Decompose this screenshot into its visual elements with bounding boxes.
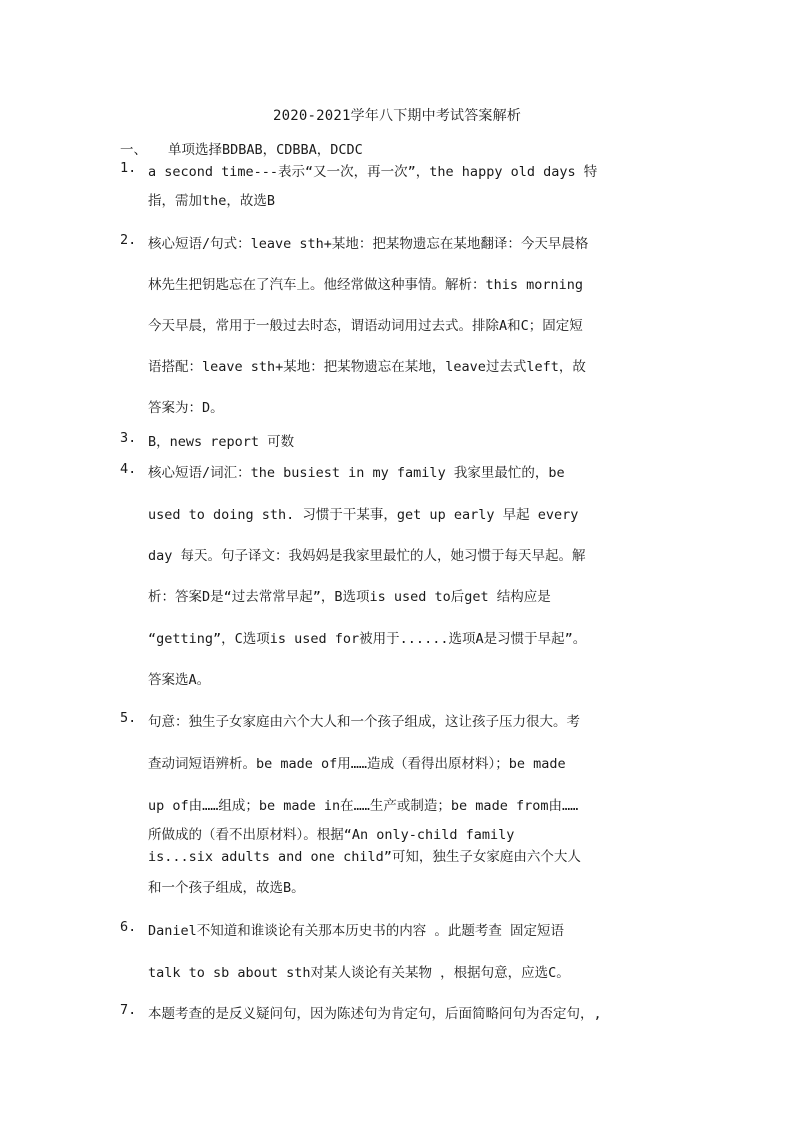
- item-line: a second time---表示“又一次，再一次”，the happy old days 特: [148, 164, 598, 180]
- item-line: 答案选A。: [148, 672, 211, 688]
- item-number: 1.: [120, 160, 137, 176]
- item-line: 林先生把钥匙忘在了汽车上。他经常做这种事情。解析：this morning: [148, 277, 584, 293]
- item-line: 答案为：D。: [148, 400, 224, 416]
- item-line: 本题考查的是反义疑问句，因为陈述句为肯定句，后面简略问句为否定句，,: [148, 1006, 602, 1022]
- item-number: 7.: [120, 1002, 137, 1018]
- item-line: B，news report 可数: [148, 434, 295, 450]
- item-line: 语搭配：leave sth+某地：把某物遗忘在某地，leave过去式left，故: [148, 359, 586, 375]
- item-line: Daniel不知道和谁谈论有关那本历史书的内容 。此题考查 固定短语: [148, 923, 565, 939]
- item-number: 5.: [120, 710, 137, 726]
- item-line: 析：答案D是“过去常常早起”，B选项is used to后get 结构应是: [148, 589, 551, 605]
- item-number: 6.: [120, 919, 137, 935]
- item-line: is...six adults and one child”可知，独生子女家庭由六个大人: [148, 849, 581, 865]
- item-line: talk to sb about sth对某人谈论有关某物 ，根据句意，应选C。: [148, 965, 570, 981]
- section-heading: [120, 138, 363, 158]
- item-line: 核心短语/词汇：the busiest in my family 我家里最忙的，be: [148, 465, 565, 481]
- item-line: 指，需加the，故选B: [148, 193, 276, 209]
- item-line: 和一个孩子组成，故选B。: [148, 880, 305, 896]
- item-number: 4.: [120, 461, 137, 477]
- item-line: used to doing sth. 习惯于干某事，get up early 早起 every: [148, 507, 579, 523]
- item-number: 2.: [120, 232, 137, 248]
- item-line: “getting”，C选项is used for被用于......选项A是习惯于早起”。: [148, 631, 587, 647]
- item-line: up of由……组成；be made in在……生产或制造；be made from由……: [148, 798, 579, 814]
- item-line: 查动词短语辨析。be made of用……造成（看得出原材料）；be made: [148, 756, 566, 772]
- section-text: 单项选择BDBAB，CDBBA，DCDC: [168, 142, 363, 158]
- item-body: [148, 160, 678, 209]
- section-number: 一、: [120, 142, 147, 158]
- item-body: [148, 232, 678, 416]
- item-line: 所做成的（看不出原材料）。根据“An only-child family: [148, 827, 515, 843]
- item-body: [148, 919, 678, 981]
- page-title: 2020-2021学年八下期中考试答案解析: [272, 108, 522, 124]
- item-body: [148, 430, 678, 450]
- item-line: 句意：独生子女家庭由六个大人和一个孩子组成，这让孩子压力很大。考: [148, 714, 580, 730]
- item-line: day 每天。句子译文：我妈妈是我家里最忙的人，她习惯于每天早起。解: [148, 548, 586, 564]
- item-body: [148, 710, 678, 896]
- item-body: [148, 1002, 678, 1022]
- item-line: 核心短语/句式：leave sth+某地：把某物遗忘在某地翻译：今天早晨格: [148, 236, 589, 252]
- item-number: 3.: [120, 430, 137, 446]
- item-body: [148, 461, 678, 688]
- item-line: 今天早晨，常用于一般过去时态，谓语动词用过去式。排除A和C；固定短: [148, 318, 583, 334]
